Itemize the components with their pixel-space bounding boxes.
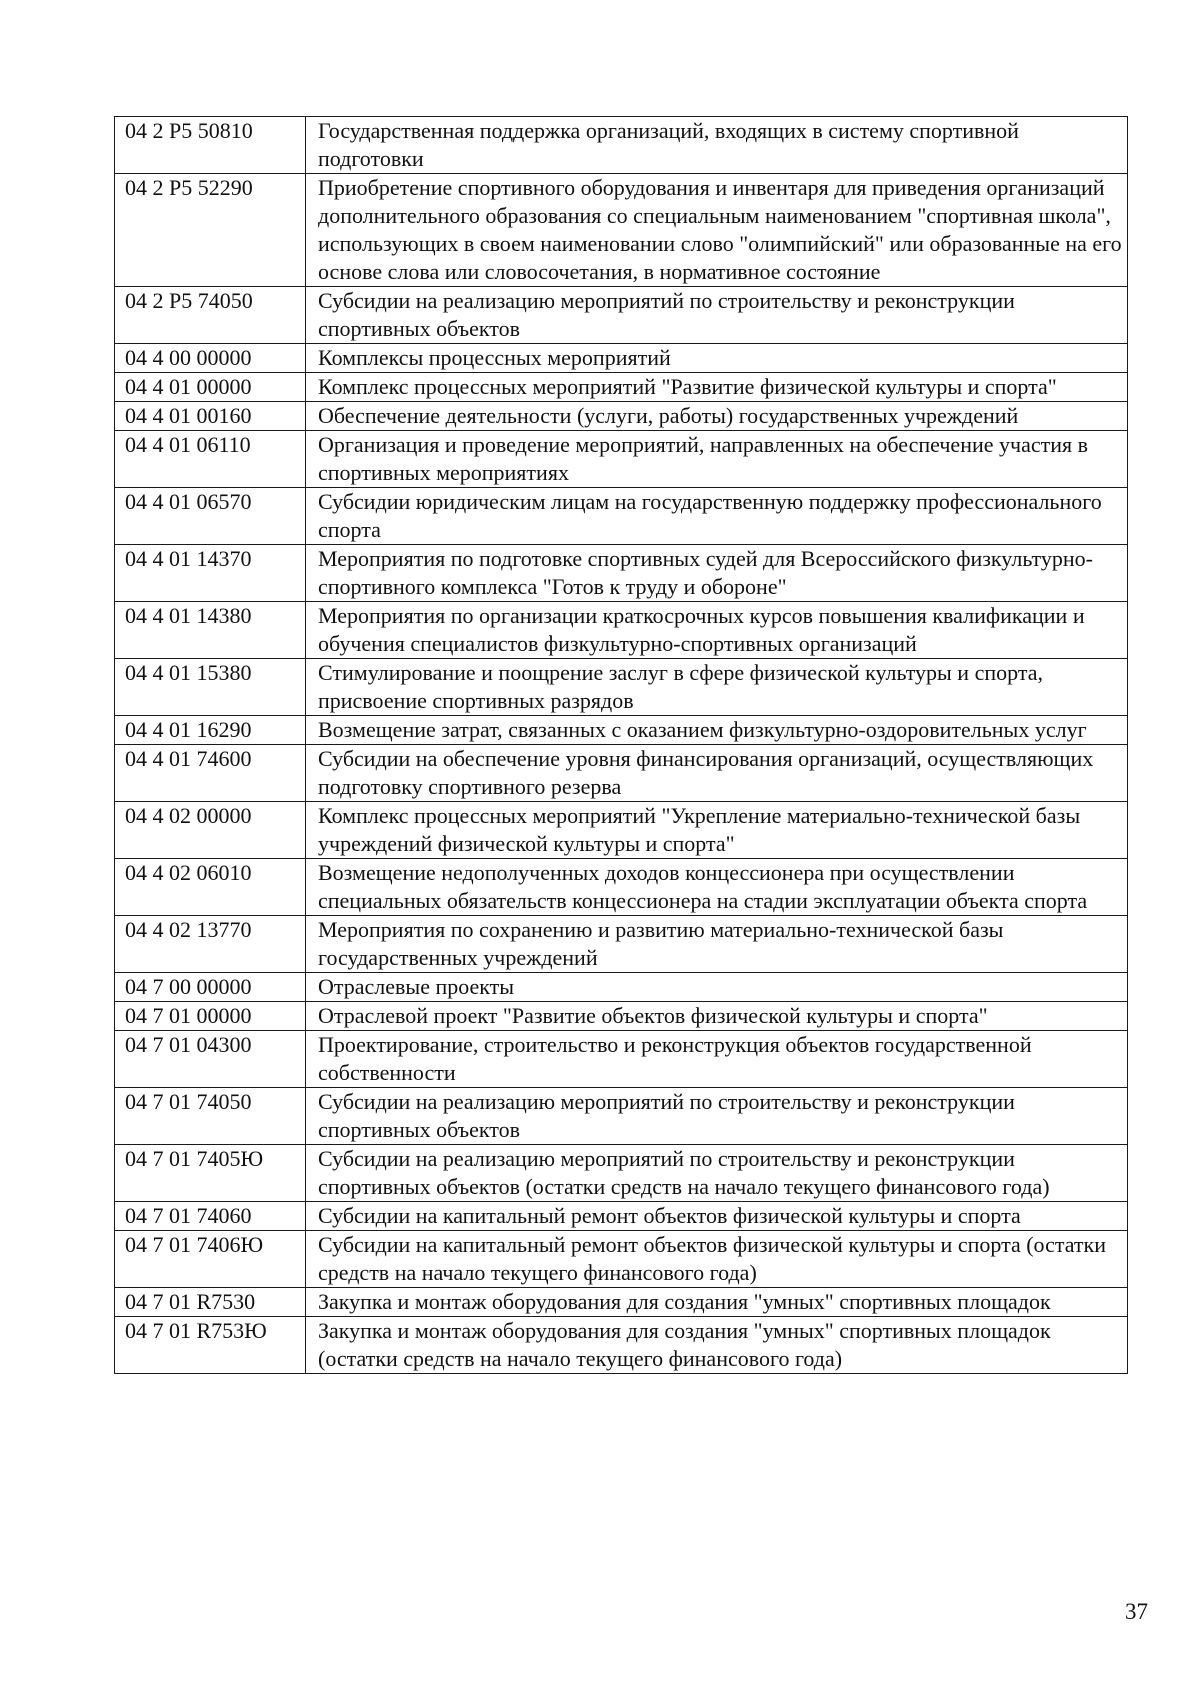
row-code: 04 4 01 00160 [115, 402, 306, 431]
row-code: 04 4 02 00000 [115, 802, 306, 859]
row-code: 04 4 01 15380 [115, 659, 306, 716]
table-row [115, 859, 1128, 916]
row-code: 04 4 01 00000 [115, 373, 306, 402]
table-row [115, 1288, 1128, 1317]
row-code: 04 7 01 04300 [115, 1031, 306, 1088]
table-row [115, 373, 1128, 402]
table-row [115, 802, 1128, 859]
table-row [115, 1002, 1128, 1031]
row-description: Государственная поддержка организаций, входящих в систему спортивной подготовки [306, 117, 1128, 174]
row-code: 04 7 01 R7530 [115, 1288, 306, 1317]
row-description: Мероприятия по подготовке спортивных судей для Всероссийского физкультурно-спортивного комплекса "Готов к труду и обороне" [306, 545, 1128, 602]
table-row [115, 602, 1128, 659]
row-description: Субсидии на капитальный ремонт объектов физической культуры и спорта [306, 1202, 1128, 1231]
table-row [115, 1145, 1128, 1202]
row-description: Приобретение спортивного оборудования и инвентаря для приведения организаций дополнительного образования со специальным наименованием "спортивная школа", использующих в своем наименовании слово "олимпийский" или образованные на его основе слова или словосочетания, в нормативное состояние [306, 174, 1128, 287]
budget-codes-table [114, 116, 1128, 1374]
table-row [115, 659, 1128, 716]
table-row [115, 1088, 1128, 1145]
row-description: Возмещение недополученных доходов концессионера при осуществлении специальных обязательств концессионера на стадии эксплуатации объекта спорта [306, 859, 1128, 916]
row-code: 04 7 01 7405Ю [115, 1145, 306, 1202]
row-description: Субсидии на реализацию мероприятий по строительству и реконструкции спортивных объектов [306, 1088, 1128, 1145]
table-row [115, 174, 1128, 287]
row-description: Возмещение затрат, связанных с оказанием физкультурно-оздоровительных услуг [306, 716, 1128, 745]
row-code: 04 7 00 00000 [115, 973, 306, 1002]
row-description: Организация и проведение мероприятий, направленных на обеспечение участия в спортивных мероприятиях [306, 431, 1128, 488]
row-code: 04 4 02 06010 [115, 859, 306, 916]
table-row [115, 287, 1128, 344]
row-code: 04 7 01 R753Ю [115, 1317, 306, 1374]
row-description: Субсидии на обеспечение уровня финансирования организаций, осуществляющих подготовку спортивного резерва [306, 745, 1128, 802]
row-code: 04 7 01 7406Ю [115, 1231, 306, 1288]
row-code: 04 4 02 13770 [115, 916, 306, 973]
row-code: 04 2 P5 50810 [115, 117, 306, 174]
row-description: Субсидии на реализацию мероприятий по строительству и реконструкции спортивных объектов (остатки средств на начало текущего финансового года) [306, 1145, 1128, 1202]
row-description: Закупка и монтаж оборудования для создания "умных" спортивных площадок (остатки средств на начало текущего финансового года) [306, 1317, 1128, 1374]
table-row [115, 402, 1128, 431]
row-code: 04 7 01 00000 [115, 1002, 306, 1031]
table-row [115, 916, 1128, 973]
row-code: 04 7 01 74050 [115, 1088, 306, 1145]
table-row [115, 1231, 1128, 1288]
row-description: Субсидии юридическим лицам на государственную поддержку профессионального спорта [306, 488, 1128, 545]
table-row [115, 716, 1128, 745]
row-code: 04 4 01 14370 [115, 545, 306, 602]
row-code: 04 4 01 06570 [115, 488, 306, 545]
row-code: 04 4 01 06110 [115, 431, 306, 488]
row-description: Отраслевой проект "Развитие объектов физической культуры и спорта" [306, 1002, 1128, 1031]
row-description: Отраслевые проекты [306, 973, 1128, 1002]
row-description: Обеспечение деятельности (услуги, работы) государственных учреждений [306, 402, 1128, 431]
table-row [115, 1031, 1128, 1088]
row-code: 04 2 P5 52290 [115, 174, 306, 287]
row-description: Субсидии на капитальный ремонт объектов физической культуры и спорта (остатки средств на начало текущего финансового года) [306, 1231, 1128, 1288]
table-row [115, 488, 1128, 545]
row-description: Комплексы процессных мероприятий [306, 344, 1128, 373]
row-code: 04 7 01 74060 [115, 1202, 306, 1231]
table-row [115, 973, 1128, 1002]
row-description: Субсидии на реализацию мероприятий по строительству и реконструкции спортивных объектов [306, 287, 1128, 344]
row-code: 04 2 P5 74050 [115, 287, 306, 344]
row-description: Стимулирование и поощрение заслуг в сфере физической культуры и спорта, присвоение спортивных разрядов [306, 659, 1128, 716]
page-number: 37 [1125, 1599, 1148, 1624]
table-row [115, 1202, 1128, 1231]
table-row [115, 344, 1128, 373]
table-row [115, 1317, 1128, 1374]
row-code: 04 4 01 74600 [115, 745, 306, 802]
row-description: Комплекс процессных мероприятий "Развитие физической культуры и спорта" [306, 373, 1128, 402]
row-code: 04 4 01 16290 [115, 716, 306, 745]
row-description: Закупка и монтаж оборудования для создания "умных" спортивных площадок [306, 1288, 1128, 1317]
table-row [115, 745, 1128, 802]
row-description: Комплекс процессных мероприятий "Укрепление материально-технической базы учреждений физической культуры и спорта" [306, 802, 1128, 859]
table-row [115, 431, 1128, 488]
table-row [115, 117, 1128, 174]
row-description: Мероприятия по сохранению и развитию материально-технической базы государственных учреждений [306, 916, 1128, 973]
row-description: Проектирование, строительство и реконструкция объектов государственной собственности [306, 1031, 1128, 1088]
row-description: Мероприятия по организации краткосрочных курсов повышения квалификации и обучения специалистов физкультурно-спортивных организаций [306, 602, 1128, 659]
table-row [115, 545, 1128, 602]
row-code: 04 4 00 00000 [115, 344, 306, 373]
table-body [115, 117, 1128, 1374]
row-code: 04 4 01 14380 [115, 602, 306, 659]
